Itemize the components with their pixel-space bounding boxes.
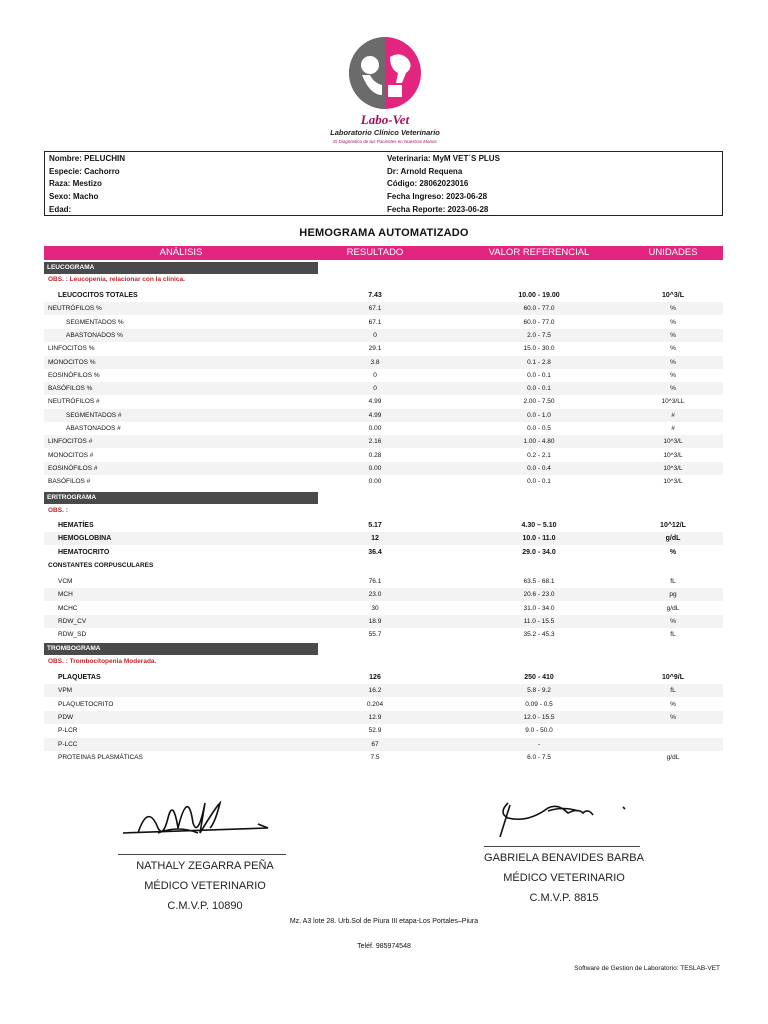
row-reference: 9.0 - 50.0 bbox=[525, 727, 553, 735]
row-result: 76.1 bbox=[368, 578, 382, 585]
signer-1-role: MÉDICO VETERINARIO bbox=[144, 880, 266, 892]
row-analysis: P-LCC bbox=[58, 740, 78, 748]
row-analysis: VPM bbox=[58, 687, 73, 695]
row-result: 67 bbox=[371, 740, 379, 748]
row-reference: - bbox=[537, 740, 541, 748]
row-reference: 1.00 - 4.80 bbox=[523, 438, 555, 446]
obs-trombograma: OBS. : Trombocitopenia Moderada. bbox=[48, 658, 157, 665]
row-units: 10^3/LL bbox=[661, 398, 685, 406]
sample-code: Código: 28062023016 bbox=[387, 179, 469, 189]
row-result: 2.16 bbox=[368, 438, 382, 446]
table-row bbox=[44, 684, 723, 697]
clinic-name: Veterinaria: MyM VET´S PLUS bbox=[387, 154, 500, 163]
table-row bbox=[44, 395, 723, 408]
table-row bbox=[44, 289, 723, 302]
row-result: 36.4 bbox=[368, 548, 382, 556]
row-result: 126 bbox=[369, 674, 381, 681]
row-analysis: RDW_CV bbox=[58, 617, 87, 625]
row-units: % bbox=[670, 713, 676, 721]
table-row bbox=[44, 422, 723, 435]
header-analisis: ANÁLISIS bbox=[159, 247, 203, 258]
row-units: % bbox=[670, 371, 676, 379]
row-units: fL bbox=[670, 631, 676, 639]
signer-2-name: GABRIELA BENAVIDES BARBA bbox=[484, 852, 644, 864]
row-units: 10^3/L bbox=[662, 292, 684, 299]
footer-address: Mz. A3 lote 28. Urb.Sol de Piura III etapa-Los Portales–Piura bbox=[289, 918, 479, 925]
row-analysis: P-LCR bbox=[58, 727, 78, 735]
table-row bbox=[44, 751, 723, 764]
row-units: 10^3/L bbox=[663, 438, 683, 446]
row-reference: 0.0 - 0.1 bbox=[527, 371, 551, 379]
row-analysis: NEUTRÓFILOS % bbox=[48, 305, 102, 313]
row-result: 7.5 bbox=[370, 753, 380, 761]
row-analysis: PROTEINAS PLASMÁTICAS bbox=[58, 753, 143, 761]
row-units: # bbox=[671, 425, 675, 432]
row-analysis: RDW_SD bbox=[58, 631, 87, 639]
logo-emblem-icon bbox=[340, 35, 430, 115]
signer-2-cmvp: C.M.V.P. 8815 bbox=[529, 892, 599, 904]
row-analysis: PLAQUETAS bbox=[58, 674, 101, 681]
row-result: 67.1 bbox=[368, 318, 382, 326]
table-row bbox=[44, 602, 723, 615]
row-result: 30 bbox=[371, 604, 379, 612]
header-unidades: UNIDADES bbox=[648, 247, 698, 258]
row-result: 0 bbox=[373, 371, 377, 379]
row-reference: 250 - 410 bbox=[524, 674, 554, 681]
row-units: % bbox=[670, 385, 676, 393]
row-units: % bbox=[670, 358, 676, 366]
row-reference: 15.0 - 30.0 bbox=[523, 345, 555, 353]
signer-1-name: NATHALY ZEGARRA PEÑA bbox=[136, 860, 274, 872]
row-reference: 20.6 - 23.0 bbox=[523, 591, 555, 599]
row-units: % bbox=[670, 305, 676, 313]
row-result: 0.00 bbox=[368, 425, 382, 432]
row-reference: 2.0 - 7.5 bbox=[527, 331, 551, 339]
row-units: % bbox=[669, 548, 677, 556]
row-units: # bbox=[671, 411, 675, 419]
logo-brand: Labo-Vet bbox=[360, 112, 410, 127]
table-row bbox=[44, 671, 723, 684]
row-units: 10^3/L bbox=[663, 464, 683, 472]
row-analysis: ABASTONADOS # bbox=[66, 425, 121, 432]
row-units: g/dL bbox=[666, 604, 680, 612]
admission-date: Fecha Ingreso: 2023-06-28 bbox=[387, 192, 488, 202]
row-result: 67.1 bbox=[368, 305, 382, 313]
row-reference: 0.0 - 0.5 bbox=[527, 425, 551, 432]
logo-tagline: El Diagnóstico de tus Pacientes en Nuestras Manos bbox=[333, 139, 437, 144]
row-analysis: BASÓFILOS # bbox=[48, 478, 91, 486]
table-row bbox=[44, 738, 723, 751]
table-row bbox=[44, 342, 723, 355]
row-reference: 63.5 - 68.1 bbox=[523, 578, 555, 585]
row-analysis: MCHC bbox=[58, 604, 78, 612]
table-row bbox=[44, 575, 723, 588]
row-units: 10^3/L bbox=[663, 478, 683, 486]
signature-block-1 bbox=[110, 856, 300, 916]
row-units: g/dL bbox=[665, 535, 681, 543]
row-result: 4.99 bbox=[368, 398, 382, 406]
patient-info-right bbox=[387, 153, 500, 217]
row-analysis: BASÓFILOS % bbox=[48, 385, 93, 393]
row-reference: 60.0 - 77.0 bbox=[523, 305, 555, 313]
row-units: % bbox=[670, 318, 676, 326]
table-row bbox=[44, 588, 723, 601]
section-eritrograma: ERITROGRAMA bbox=[44, 492, 318, 504]
table-row bbox=[44, 519, 723, 532]
footer-software: Software de Gestion de Laboratorio: TESLAB-VET bbox=[574, 965, 720, 972]
row-result: 18.9 bbox=[368, 617, 382, 625]
constantes-title: CONSTANTES CORPUSCULARES bbox=[48, 562, 154, 569]
row-analysis: NEUTRÓFILOS # bbox=[48, 398, 100, 406]
row-reference: 35.2 - 45.3 bbox=[523, 631, 555, 639]
table-row bbox=[44, 628, 723, 641]
row-units: fL bbox=[670, 687, 676, 695]
table-row bbox=[44, 316, 723, 329]
row-analysis: PDW bbox=[58, 713, 74, 721]
table-row bbox=[44, 724, 723, 737]
row-analysis: EOSINÓFILOS # bbox=[48, 464, 98, 472]
row-analysis: LINFOCITOS % bbox=[48, 345, 95, 353]
row-result: 12.9 bbox=[368, 713, 382, 721]
row-reference: 2.00 - 7.50 bbox=[523, 398, 555, 406]
row-reference: 10.00 - 19.00 bbox=[518, 292, 560, 299]
row-analysis: LINFOCITOS # bbox=[48, 438, 93, 446]
patient-name: Nombre: PELUCHIN bbox=[49, 154, 126, 163]
report-title: HEMOGRAMA AUTOMATIZADO bbox=[299, 227, 469, 239]
row-result: 0.00 bbox=[368, 478, 382, 486]
table-row bbox=[44, 475, 723, 488]
signature-2-icon bbox=[488, 783, 638, 843]
row-units: 10^12/L bbox=[660, 522, 686, 529]
row-analysis: PLAQUETOCRITO bbox=[58, 700, 114, 708]
row-units: fL bbox=[670, 578, 676, 585]
row-result: 0 bbox=[373, 385, 377, 393]
signer-1-cmvp: C.M.V.P. 10890 bbox=[167, 900, 243, 912]
row-analysis: ABASTONADOS % bbox=[66, 331, 123, 339]
signature-line-1 bbox=[118, 854, 286, 855]
obs-eritrograma: OBS. : bbox=[48, 507, 68, 514]
row-result: 3.8 bbox=[370, 358, 380, 366]
table-row bbox=[44, 329, 723, 342]
row-result: 0.00 bbox=[368, 464, 382, 472]
row-reference: 5.8 - 9.2 bbox=[527, 687, 551, 695]
row-result: 52.9 bbox=[368, 727, 382, 735]
table-row bbox=[44, 532, 723, 545]
row-reference: 29.0 - 34.0 bbox=[522, 548, 556, 556]
table-row bbox=[44, 369, 723, 382]
row-reference: 0.0 - 0.1 bbox=[527, 478, 551, 486]
section-trombograma: TROMBOGRAMA bbox=[44, 643, 318, 655]
table-row bbox=[44, 409, 723, 422]
logo-subtitle: Laboratorio Clínico Veterinario bbox=[330, 128, 440, 137]
table-row bbox=[44, 302, 723, 315]
header-resultado: RESULTADO bbox=[346, 247, 404, 258]
row-analysis: SEGMENTADOS % bbox=[66, 318, 124, 326]
row-reference: 6.0 - 7.5 bbox=[527, 753, 551, 761]
row-result: 29.1 bbox=[368, 345, 382, 353]
row-analysis: VCM bbox=[58, 578, 73, 585]
row-result: 7.43 bbox=[368, 292, 382, 299]
row-reference: 0.2 - 2.1 bbox=[527, 451, 551, 459]
patient-age: Edad: bbox=[49, 204, 72, 214]
row-units: 10^3/L bbox=[663, 451, 683, 459]
signature-1-icon bbox=[118, 788, 278, 848]
row-analysis: HEMATÍES bbox=[58, 522, 94, 529]
section-leucograma: LEUCOGRAMA bbox=[44, 262, 318, 274]
row-reference: 0.0 - 0.4 bbox=[527, 464, 551, 472]
table-row bbox=[44, 435, 723, 448]
row-analysis: MONOCITOS % bbox=[48, 358, 96, 366]
row-result: 0.28 bbox=[368, 451, 382, 459]
row-reference: 12.0 - 15.5 bbox=[523, 713, 555, 721]
table-row bbox=[44, 615, 723, 628]
row-reference: 0.0 - 1.0 bbox=[527, 411, 551, 419]
row-analysis: MONOCITOS # bbox=[48, 451, 94, 459]
patient-breed: Raza: Mestizo bbox=[49, 179, 102, 189]
row-result: 55.7 bbox=[368, 631, 382, 639]
row-result: 12 bbox=[371, 535, 379, 543]
row-reference: 0.09 - 0.5 bbox=[525, 700, 553, 708]
header-referencia: VALOR REFERENCIAL bbox=[488, 247, 590, 258]
patient-sex: Sexo: Macho bbox=[49, 192, 99, 202]
obs-leucograma: OBS. : Leucopenia, relacionar con la clínica. bbox=[48, 276, 185, 283]
table-row bbox=[44, 711, 723, 724]
report-date: Fecha Reporte: 2023-06-28 bbox=[387, 204, 489, 214]
row-result: 23.0 bbox=[368, 591, 382, 599]
row-units: pg bbox=[669, 591, 677, 599]
row-result: 0.204 bbox=[366, 700, 384, 708]
table-row bbox=[44, 546, 723, 559]
table-row bbox=[44, 449, 723, 462]
row-reference: 0.0 - 0.1 bbox=[527, 385, 551, 393]
table-row bbox=[44, 356, 723, 369]
row-result: 0 bbox=[373, 331, 377, 339]
table-header bbox=[44, 246, 723, 260]
row-reference: 31.0 - 34.0 bbox=[523, 604, 555, 612]
footer-phone: Teléf. 985974548 bbox=[357, 943, 411, 950]
row-reference: 10.0 - 11.0 bbox=[522, 535, 556, 543]
signer-2-role: MÉDICO VETERINARIO bbox=[503, 872, 625, 884]
row-units: g/dL bbox=[666, 753, 680, 761]
row-units: % bbox=[670, 345, 676, 353]
table-row bbox=[44, 462, 723, 475]
row-reference: 0.1 - 2.8 bbox=[527, 358, 551, 366]
patient-info-box bbox=[44, 151, 723, 216]
row-analysis: LEUCOCITOS TOTALES bbox=[58, 292, 138, 299]
row-units: % bbox=[670, 700, 676, 708]
patient-species: Especie: Cachorro bbox=[49, 166, 120, 176]
row-result: 4.99 bbox=[368, 411, 382, 419]
row-result: 5.17 bbox=[368, 522, 382, 529]
row-reference: 11.0 - 15.5 bbox=[523, 617, 555, 625]
signature-block-2 bbox=[466, 848, 662, 908]
row-analysis: SEGMENTADOS # bbox=[66, 411, 122, 419]
signature-line-2 bbox=[484, 846, 640, 847]
row-reference: 4.30 – 5.10 bbox=[521, 522, 557, 529]
row-units: % bbox=[670, 331, 676, 339]
row-analysis: MCH bbox=[58, 591, 73, 599]
doctor-name: Dr: Arnold Requena bbox=[387, 166, 463, 176]
row-reference: 60.0 - 77.0 bbox=[523, 318, 555, 326]
row-analysis: HEMATOCRITO bbox=[58, 548, 110, 556]
row-analysis: EOSINÓFILOS % bbox=[48, 371, 100, 379]
table-row bbox=[44, 382, 723, 395]
row-analysis: HEMOGLOBINA bbox=[58, 535, 112, 543]
table-row bbox=[44, 698, 723, 711]
row-result: 16.2 bbox=[368, 687, 382, 695]
row-units: 10^9/L bbox=[662, 674, 684, 681]
row-units: % bbox=[670, 617, 676, 625]
patient-info-left bbox=[49, 153, 125, 217]
